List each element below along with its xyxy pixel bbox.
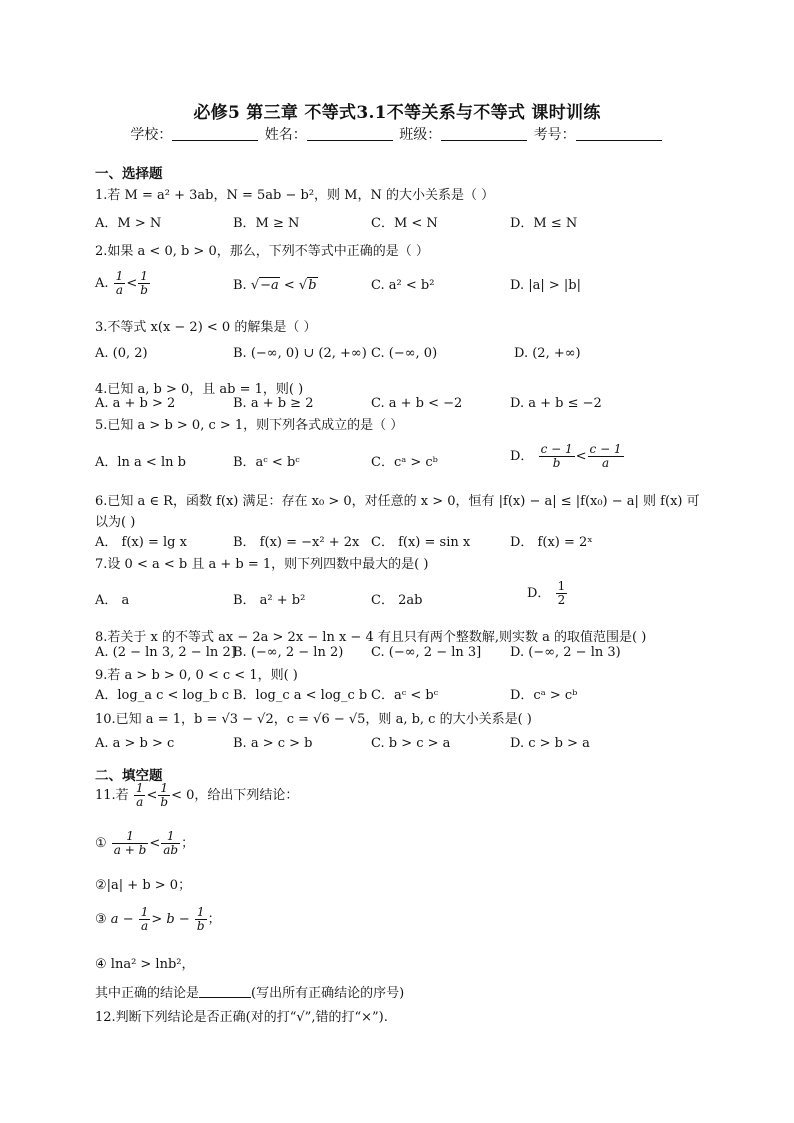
q11-item-1: ① $\frac{1}{a + b}$ < $\frac{1}{ab}$ ； — [95, 829, 195, 857]
q11-answer-blank[interactable] — [199, 985, 251, 998]
student-info-row — [0, 124, 794, 144]
q5-option-d-label: D． — [510, 449, 534, 464]
q10-option-a[interactable]: A. a > b > c — [95, 736, 175, 751]
q9-option-c[interactable]: C．aᶜ < bᶜ — [371, 688, 439, 703]
q10-stem: 10.已知 a = 1，b = √3 − √2，c = √6 − √5，则 a, b, c 的大小关系是( ) — [95, 712, 532, 727]
q9-option-a[interactable]: A．log_a c < log_b c — [95, 688, 230, 703]
q8-stem: 8.若关于 x 的不等式 ax − 2a > 2x − ln x − 4 有且只有两个整数解,则实数 a 的取值范围是( ) — [95, 630, 647, 645]
page-title: 必修5 第三章 不等式3.1不等关系与不等式 课时训练 — [193, 103, 601, 123]
q2-option-a-label: A. — [95, 276, 109, 291]
q3-option-d[interactable]: D. (2, +∞) — [514, 346, 581, 361]
q9-option-d[interactable]: D．cᵃ > cᵇ — [510, 688, 578, 703]
exam-number-blank[interactable] — [576, 126, 662, 141]
name-label: 姓名： — [264, 127, 307, 143]
q11-item-1-label: ① — [95, 836, 107, 851]
class-blank[interactable] — [441, 126, 527, 141]
q1-option-d[interactable]: D．M ≤ N — [510, 216, 578, 231]
q2-option-a[interactable]: A. $\frac{1}{a}$ < $\frac{1}{b}$ — [95, 269, 148, 297]
q11-stem: 11.若 $\frac{1}{a}$ < $\frac{1}{b}$ < 0，给出下列结论： — [95, 781, 299, 809]
q11-suffix: ，给出下列结论： — [194, 788, 299, 803]
q5-stem: 5.已知 a > b > 0, c > 1，则下列各式成立的是（ ） — [95, 418, 404, 433]
section-choice-heading: 一、选择题 — [95, 166, 163, 182]
q5-option-a[interactable]: A．ln a < ln b — [95, 455, 186, 470]
q6-option-d[interactable]: D． f(x) = 2ˣ — [510, 535, 593, 550]
q6-option-a[interactable]: A． f(x) = lg x — [95, 535, 187, 550]
q7-option-a[interactable]: A． a — [95, 593, 130, 608]
school-blank[interactable] — [172, 126, 258, 141]
q7-option-c[interactable]: C． 2ab — [371, 593, 423, 608]
q7-option-b[interactable]: B． a² + b² — [233, 593, 306, 608]
q4-option-b[interactable]: B. a + b ≥ 2 — [233, 396, 314, 411]
q5-option-c[interactable]: C．cᵃ > cᵇ — [371, 455, 438, 470]
q11-item-4: ④ lna² > lnb²， — [95, 957, 195, 972]
q3-stem: 3.不等式 x(x − 2) < 0 的解集是（ ） — [95, 320, 317, 335]
q6-stem-line1: 6.已知 a ∈ R，函数 f(x) 满足：存在 x₀ > 0，对任意的 x > 0，恒有 |f(x) − a| ≤ |f(x₀) − a| 则 f(x) 可 — [95, 494, 700, 509]
q11-conclusion-text: 其中正确的结论是 — [95, 986, 200, 1001]
q7-option-d-label: D． — [527, 586, 551, 601]
q3-option-a[interactable]: A. (0, 2) — [95, 346, 148, 361]
q5-option-b[interactable]: B．aᶜ < bᶜ — [233, 455, 300, 470]
school-label: 学校： — [130, 127, 173, 143]
q1-option-a[interactable]: A．M > N — [95, 216, 162, 231]
q2-option-b-label: B. — [233, 278, 247, 293]
q3-option-c[interactable]: C. (−∞, 0) — [371, 346, 438, 361]
q4-option-a[interactable]: A. a + b > 2 — [95, 396, 176, 411]
q1-option-c[interactable]: C．M < N — [371, 216, 438, 231]
q10-option-d[interactable]: D. c > b > a — [510, 736, 590, 751]
q11-item-3-label: ③ — [95, 912, 107, 927]
q3-option-b[interactable]: B. (−∞, 0) ∪ (2, +∞) — [233, 346, 367, 361]
q2-option-c[interactable]: C. a² < b² — [371, 278, 435, 293]
q10-option-b[interactable]: B. a > c > b — [233, 736, 313, 751]
exam-number-label: 考号： — [533, 127, 576, 143]
q2-stem: 2.如果 a < 0, b > 0，那么，下列不等式中正确的是（ ） — [95, 244, 429, 259]
q6-option-c[interactable]: C． f(x) = sin x — [371, 535, 471, 550]
q8-option-b[interactable]: B. (−∞, 2 − ln 2) — [233, 645, 344, 660]
q2-option-b[interactable]: B. √−a < √b — [233, 278, 317, 293]
q11-conclusion — [95, 982, 404, 1001]
q8-option-c[interactable]: C. (−∞, 2 − ln 3] — [371, 645, 482, 660]
class-label: 班级： — [399, 127, 442, 143]
q9-stem: 9.若 a > b > 0, 0 < c < 1，则( ) — [95, 668, 298, 683]
q4-stem: 4.已知 a, b > 0，且 ab = 1，则( ) — [95, 382, 304, 397]
section-fill-heading: 二、填空题 — [95, 768, 163, 784]
q4-option-d[interactable]: D. a + b ≤ −2 — [510, 396, 602, 411]
q11-prefix: 11.若 — [95, 788, 129, 803]
q11-conclusion-note: (写出所有正确结论的序号) — [251, 986, 405, 1001]
q5-option-d[interactable]: D． $\frac{c - 1}{b}$ < $\frac{c - 1}{a}$ — [510, 442, 622, 470]
q1-stem: 1.若 M = a² + 3ab，N = 5ab − b²，则 M，N 的大小关系是（ ） — [95, 188, 495, 203]
q7-stem: 7.设 0 < a < b 且 a + b = 1，则下列四数中最大的是( ) — [95, 557, 429, 572]
q11-item-2: ②|a| + b > 0； — [95, 878, 192, 893]
q2-option-d[interactable]: D. |a| > |b| — [510, 278, 581, 293]
q9-option-b[interactable]: B．log_c a < log_c b — [233, 688, 368, 703]
q12-stem: 12.判断下列结论是否正确(对的打“√”,错的打“×”). — [95, 1010, 388, 1025]
q6-option-b[interactable]: B． f(x) = −x² + 2x — [233, 535, 360, 550]
q6-stem-line2: 以为( ) — [95, 515, 136, 530]
q1-option-b[interactable]: B．M ≥ N — [233, 216, 300, 231]
q8-option-d[interactable]: D. (−∞, 2 − ln 3) — [510, 645, 621, 660]
q11-item-3: ③ a − $\frac{1}{a}$ > b − $\frac{1}{b}$ ； — [95, 905, 221, 933]
q8-option-a[interactable]: A. (2 − ln 3, 2 − ln 2] — [95, 645, 236, 660]
q4-option-c[interactable]: C. a + b < −2 — [371, 396, 463, 411]
q7-option-d[interactable]: D． $\frac{1}{2}$ — [527, 579, 566, 607]
name-blank[interactable] — [307, 126, 393, 141]
q10-option-c[interactable]: C. b > c > a — [371, 736, 451, 751]
